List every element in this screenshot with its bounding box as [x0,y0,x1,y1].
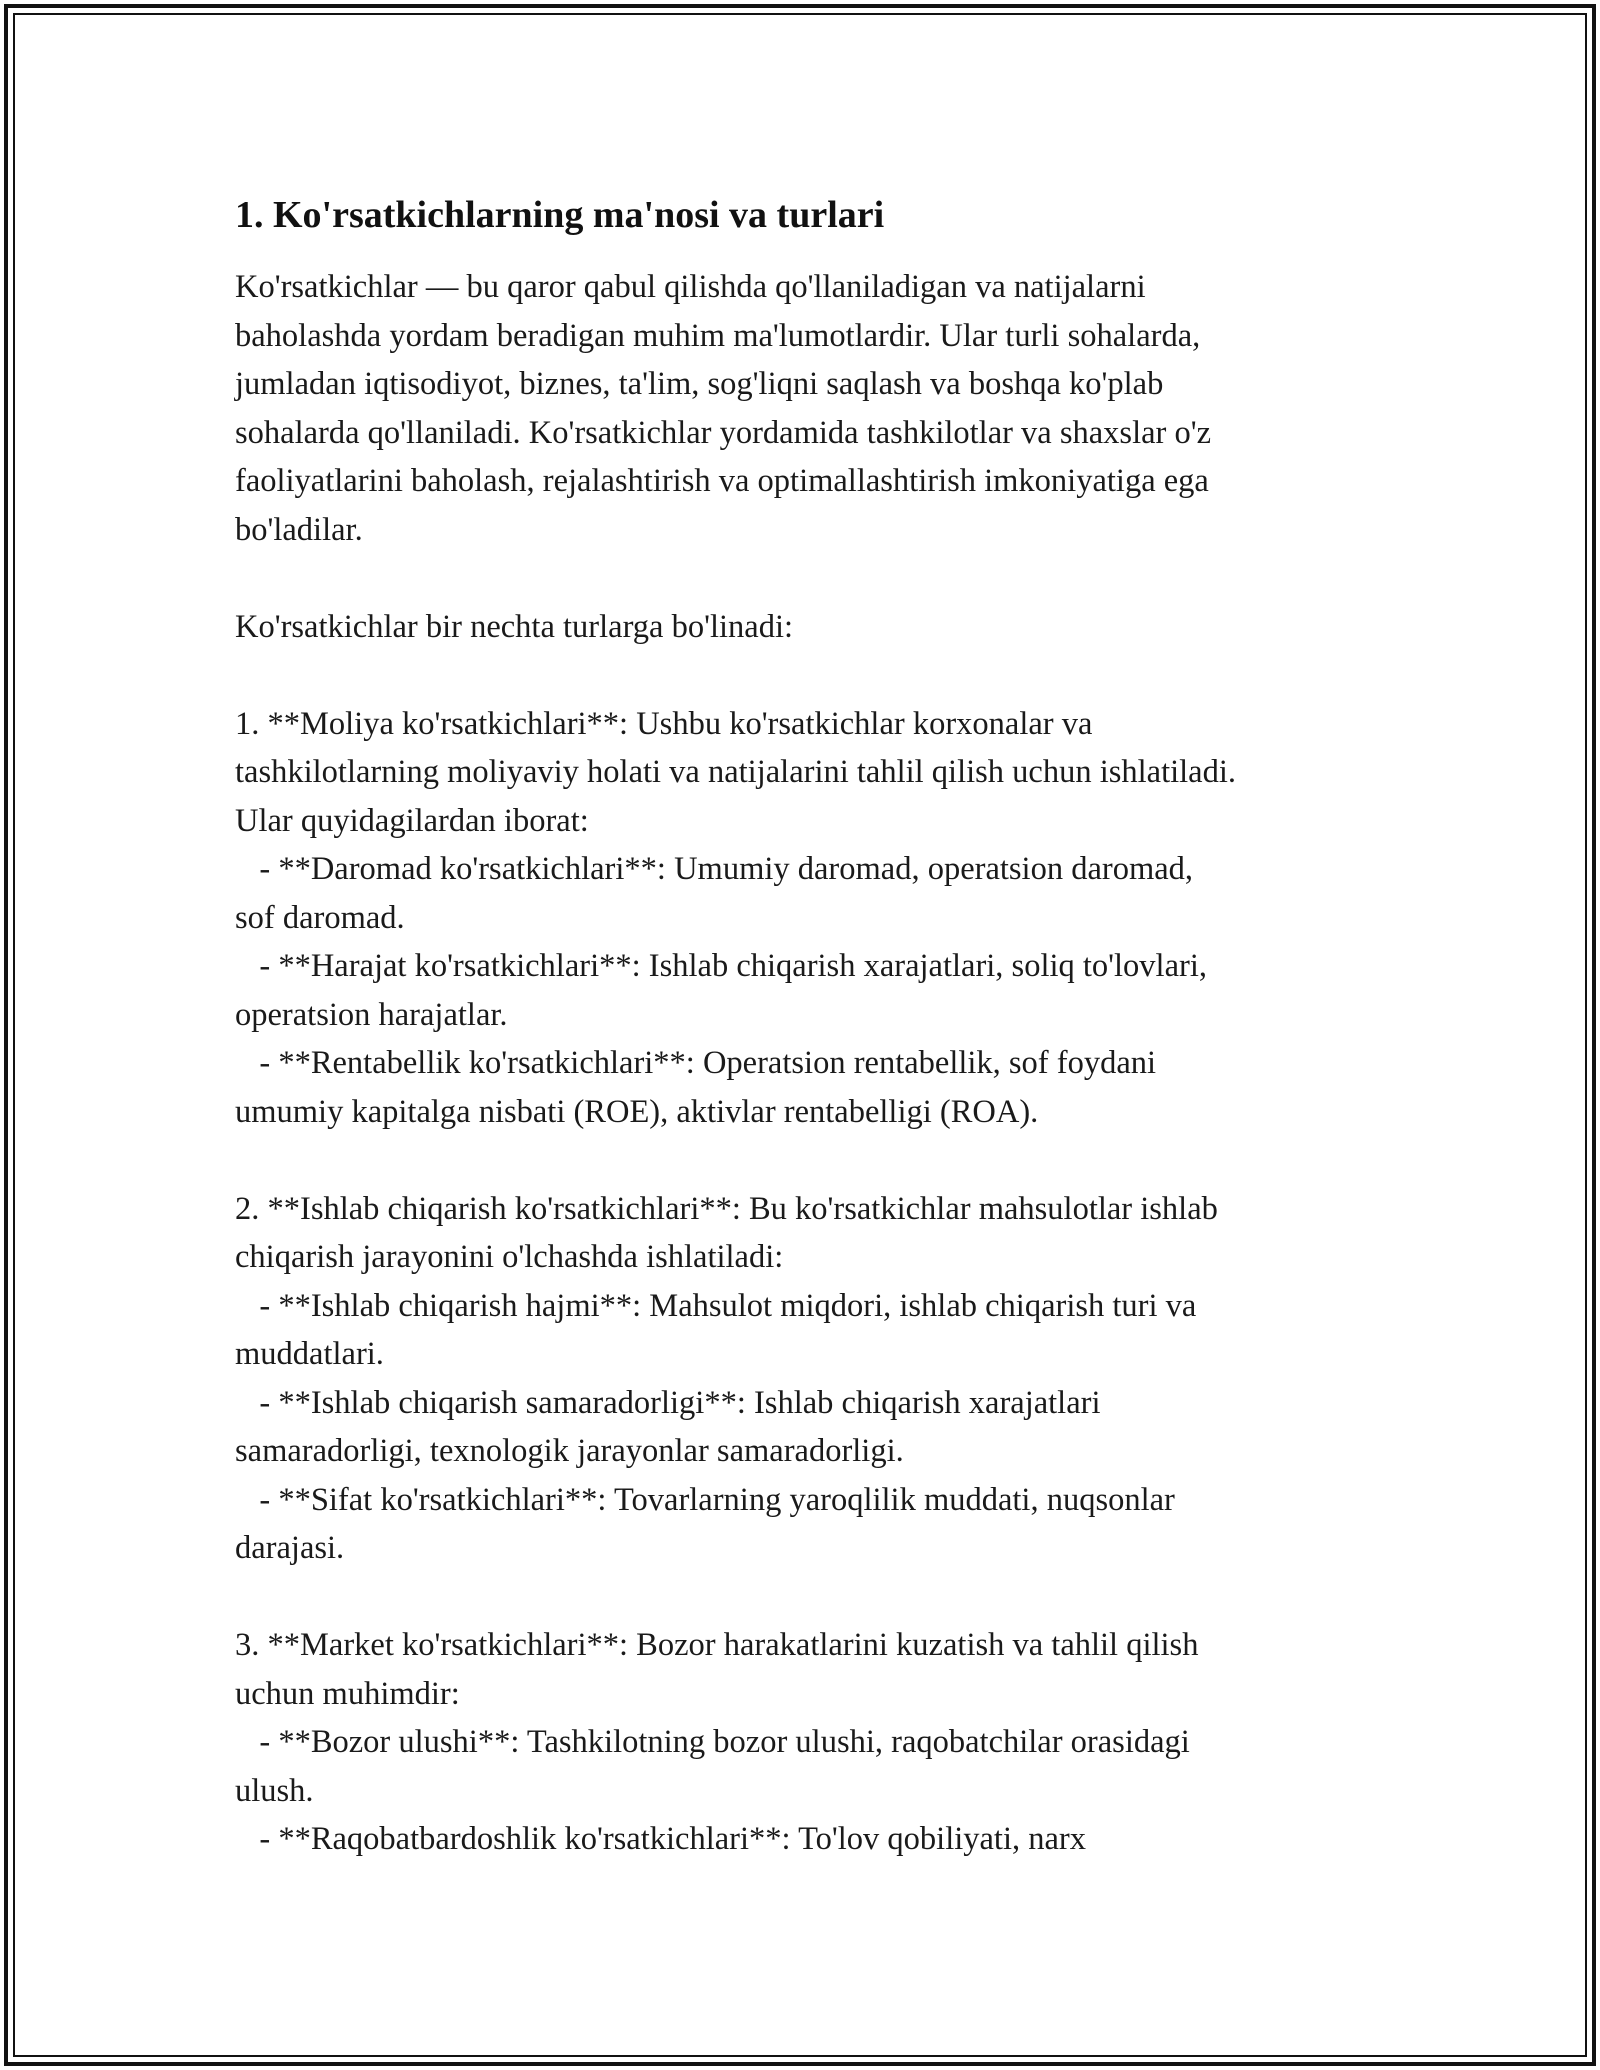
text-line: - **Bozor ulushi**: Tashkilotning bozor ulushi, raqobatchilar orasidagi [235,1724,1190,1760]
text-line: operatsion harajatlar. [235,996,508,1033]
text-line: sohalarda qo'llaniladi. Ko'rsatkichlar yordamida tashkilotlar va shaxslar o'z [235,414,1212,451]
text-line: 1. **Moliya ko'rsatkichlari**: Ushbu ko'rsatkichlar korxonalar va [235,705,1093,742]
text-line: tashkilotlarning moliyaviy holati va natijalarini tahlil qilish uchun ishlatiladi. [235,754,1237,790]
text-line: - **Raqobatbardoshlik ko'rsatkichlari**: To'lov qobiliyati, narx [235,1821,1086,1857]
text-line: - **Sifat ko'rsatkichlari**: Tovarlarning yaroqlilik muddati, nuqsonlar [235,1481,1175,1518]
blank-line [235,554,1375,603]
text-line: ulush. [235,1772,314,1809]
document-title: 1. Ko'rsatkichlarning ma'nosi va turlari [235,194,885,236]
text-line: 2. **Ishlab chiqarish ko'rsatkichlari**: Bu ko'rsatkichlar mahsulotlar ishlab [235,1190,1218,1227]
text-line: samaradorligi, texnologik jarayonlar samaradorligi. [235,1433,904,1469]
text-line: sof daromad. [235,899,405,936]
text-line: muddatlari. [235,1336,384,1372]
text-line: 3. **Market ko'rsatkichlari**: Bozor harakatlarini kuzatish va tahlil qilish [235,1627,1199,1663]
text-line: darajasi. [235,1530,345,1566]
text-line: - **Harajat ko'rsatkichlari**: Ishlab chiqarish xarajatlari, soliq to'lovlari, [235,948,1207,984]
text-line: - **Ishlab chiqarish samaradorligi**: Ishlab chiqarish xarajatlari [235,1384,1101,1421]
text-line: faoliyatlarini baholash, rejalashtirish va optimallashtirish imkoniyatiga ega [235,463,1209,499]
text-line: baholashda yordam beradigan muhim ma'lumotlardir. Ular turli sohalarda, [235,317,1201,354]
text-line: uchun muhimdir: [235,1675,460,1712]
text-line: bo'ladilar. [235,511,363,548]
text-line: umumiy kapitalga nisbati (ROE), aktivlar rentabelligi (ROA). [235,1093,1039,1130]
text-line: - **Daromad ko'rsatkichlari**: Umumiy daromad, operatsion daromad, [235,851,1194,887]
blank-line [235,651,1375,700]
text-line: - **Rentabellik ko'rsatkichlari**: Operatsion rentabellik, sof foydani [235,1045,1157,1081]
blank-line [235,1136,1375,1185]
text-line: - **Ishlab chiqarish hajmi**: Mahsulot miqdori, ishlab chiqarish turi va [235,1287,1197,1324]
text-line: Ko'rsatkichlar — bu qaror qabul qilishda qo'llaniladigan va natijalarni [235,269,1146,305]
document-body [235,263,1375,1864]
text-line: Ular quyidagilardan iborat: [235,802,589,839]
text-line: chiqarish jarayonini o'lchashda ishlatiladi: [235,1239,784,1275]
document-page [235,190,1375,1864]
text-line: Ko'rsatkichlar bir nechta turlarga bo'linadi: [235,608,794,645]
blank-line [235,1573,1375,1622]
text-line: jumladan iqtisodiyot, biznes, ta'lim, sog'liqni saqlash va boshqa ko'plab [235,366,1164,402]
